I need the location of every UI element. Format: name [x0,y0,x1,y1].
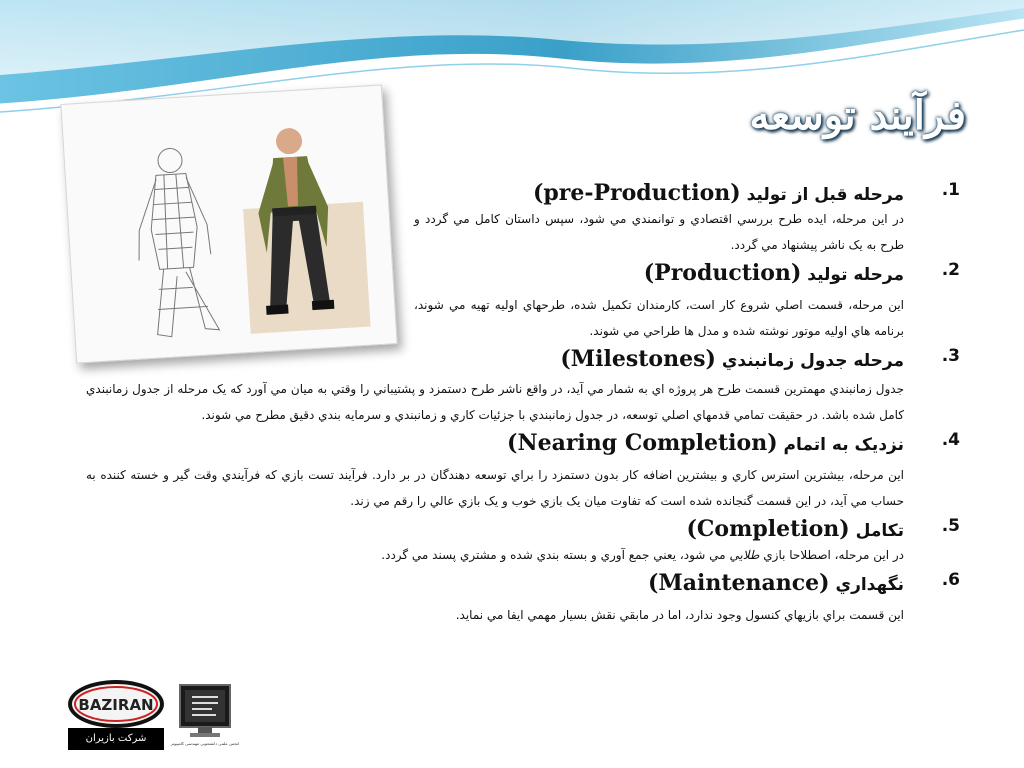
stage-description-part: مي شود، يعني جمع آوري و بسته بندي شده و مشتري پسند مي گردد. [381,548,730,562]
stage-number: .4 [941,430,960,450]
stage-heading-en: (Maintenance) [647,570,830,596]
stage-description-emphasis: طلايي [729,548,760,562]
stage-item-1 [88,180,960,258]
stage-heading-fa: مرحله قبل از توليد [746,185,904,205]
stage-number: .2 [941,260,960,280]
baziran-logo-text: BAZIRAN [78,696,154,714]
stage-description: در اين مرحله، ايده طرح بررسي اقتصادي و توانمندي مي شود، سپس داستان كامل مي گردد و طرح به يک ناشر پيشنهاد مي گردد. [414,212,904,252]
development-stages-list [88,180,960,628]
stage-heading [88,260,904,286]
stage-heading-en: (pre-Production) [532,180,741,206]
stage-heading-fa: نزديک به اتمام [783,435,904,455]
stage-item-3 [88,346,960,428]
stage-heading-fa: نگهداري [835,575,904,595]
stage-heading-fa: مرحله توليد [807,265,904,285]
stage-heading-fa: تكامل [855,521,904,541]
stage-number: .1 [941,180,960,200]
stage-heading [88,516,904,542]
computer-association-logo [170,683,240,749]
stage-description: اين قسمت براي بازيهاي كنسول وجود ندارد، اما در مابقي نقش بسيار مهمي ايفا مي نمايد. [455,608,904,622]
company-caption: شرکت بازیران [68,728,164,750]
stage-heading [88,570,904,596]
stage-heading-en: (Nearing Completion) [507,430,778,456]
stage-item-6 [88,570,960,628]
slide-title: فرآیند توسعه [749,92,966,139]
stage-heading-en: (Completion) [686,516,850,542]
stage-number: .6 [941,570,960,590]
stage-heading-en: (Production) [643,260,802,286]
stage-description [204,542,904,568]
stage-item-4 [88,430,960,514]
stage-item-2 [88,260,960,344]
stage-description: اين مرحله، قسمت اصلي شروع كار است، كارمندان تكميل شده، طرحهاي اوليه تهيه مي شوند، برنامه هاي اوليه موتور نوشته شده و مدل ها طراحي مي شوند. [414,298,904,338]
stage-heading [88,430,904,456]
stage-description: جدول زمانبندي مهمترين قسمت طرح هر پروژه اي به شمار مي آيد، در واقع ناشر طرح دستمزد و پشتيباني را وقتي به ميان مي آورد كه يک مرحله از جدول زمانبندي كامل شده باشد. در حقيقت تمامي قدمهاي اصلي توسعه، در جدول زمانبندي با جزئيات كاري و زمانبندي و سرمايه بندي دقيق مطرح مي شوند. [86,382,904,422]
stage-heading-fa: مرحله جدول زمانبندي [721,351,904,371]
stage-number: .5 [941,516,960,536]
stage-description: اين مرحله، بيشترين استرس كاري و بيشترين اضافه كار بدون دستمزد را براي توسعه دهندگان در بر دارد. فرآيند تست بازي كه فرآيندي وقت گير و خسته كننده به حساب مي آيد، در اين قسمت گنجانده شده است كه تفاوت ميان يک بازي خوب و يک بازي عالي را رقم مي زند. [86,468,904,508]
stage-number: .3 [941,346,960,366]
stage-description-part: در اين مرحله، اصطلاحا بازي [759,548,904,562]
stage-heading-en: (Milestones) [560,346,716,372]
stage-item-5 [88,516,960,568]
stage-heading [88,346,904,372]
computer-association-logo-text: انجمن علمی دانشجویی مهندسی کامپیوتر [170,741,240,746]
stage-heading [88,180,904,206]
